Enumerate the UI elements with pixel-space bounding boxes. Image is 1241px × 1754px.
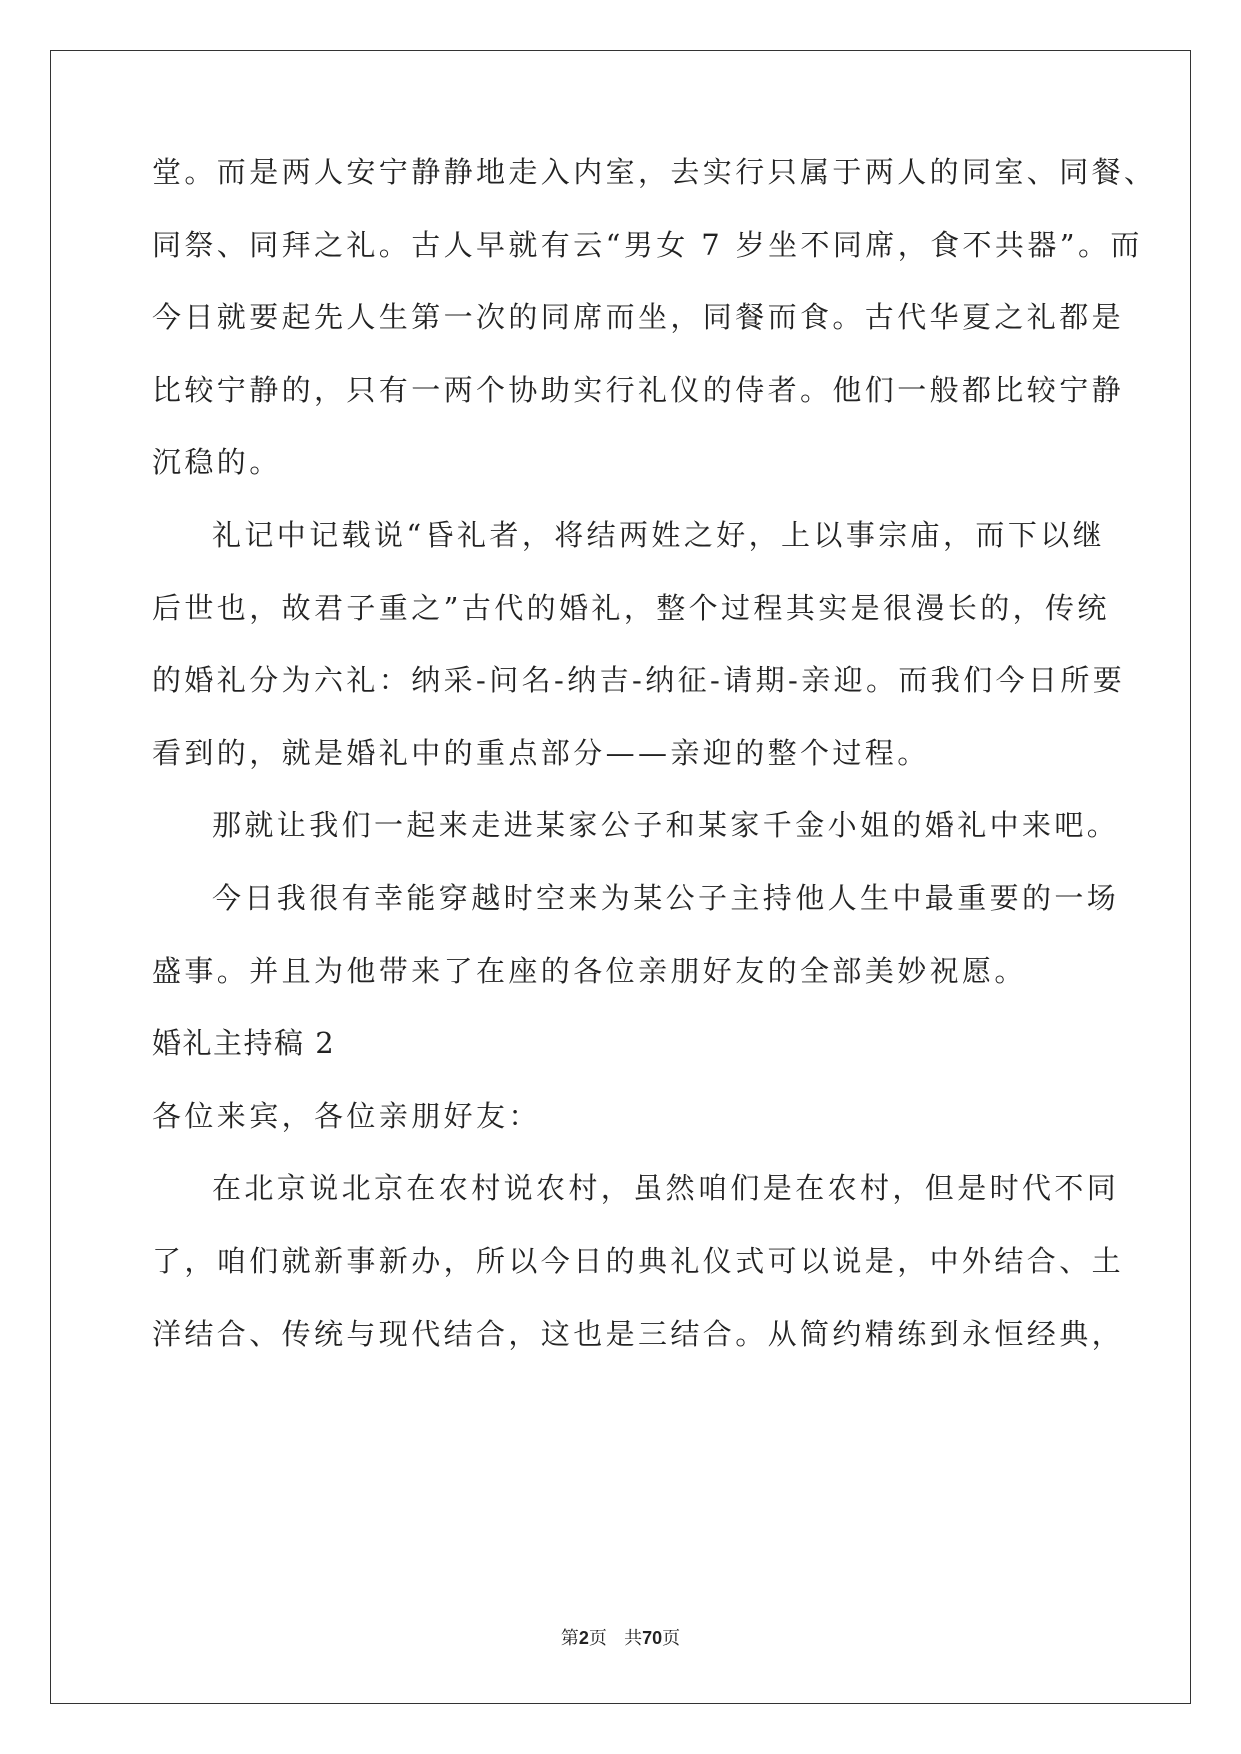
text-line: 今日我很有幸能穿越时空来为某公子主持他人生中最重要的一场 <box>212 881 1120 915</box>
text-line: 洋结合、传统与现代结合，这也是三结合。从简约精练到永恒经典， <box>152 1316 1125 1351</box>
footer-total-pages: 70 <box>642 1628 663 1648</box>
text-line: 堂。而是两人安宁静静地走入内室，去实行只属于两人的同室、同餐、 <box>152 155 1157 189</box>
text-line: 看到的，就是婚礼中的重点部分——亲迎的整个过程。 <box>152 735 930 770</box>
text-line: 沉稳的。 <box>152 445 282 480</box>
text-line: 了，咱们就新事新办，所以今日的典礼仪式可以说是，中外结合、土 <box>152 1244 1125 1278</box>
footer-current-page: 2 <box>578 1628 589 1648</box>
text-line: 各位来宾，各位亲朋好友： <box>152 1098 541 1133</box>
section-heading: 婚礼主持稿 2 <box>152 1026 336 1061</box>
text-line: 礼记中记载说“昏礼者，将结两姓之好，上以事宗庙，而下以继 <box>212 518 1106 552</box>
text-line: 今日就要起先人生第一次的同席而坐，同餐而食。古代华夏之礼都是 <box>152 300 1125 335</box>
footer-prefix: 第 <box>560 1628 579 1649</box>
page-footer <box>0 1626 1241 1651</box>
text-line: 盛事。并且为他带来了在座的各位亲朋好友的全部美妙祝愿。 <box>152 953 1027 988</box>
text-line: 在北京说北京在农村说农村，虽然咱们是在农村，但是时代不同 <box>212 1171 1120 1206</box>
text-line: 的婚礼分为六礼：纳采-问名-纳吉-纳征-请期-亲迎。而我们今日所要 <box>152 663 1126 698</box>
text-line: 那就让我们一起来走进某家公子和某家千金小姐的婚礼中来吧。 <box>212 808 1120 843</box>
footer-middle: 页 共 <box>588 1628 643 1649</box>
text-line: 后世也，故君子重之”古代的婚礼，整个过程其实是很漫长的，传统 <box>152 590 1110 625</box>
footer-suffix: 页 <box>662 1628 681 1649</box>
text-line: 比较宁静的，只有一两个协助实行礼仪的侍者。他们一般都比较宁静 <box>152 372 1125 407</box>
text-line: 同祭、同拜之礼。古人早就有云“男女 7 岁坐不同席，食不共器”。而 <box>152 227 1143 262</box>
